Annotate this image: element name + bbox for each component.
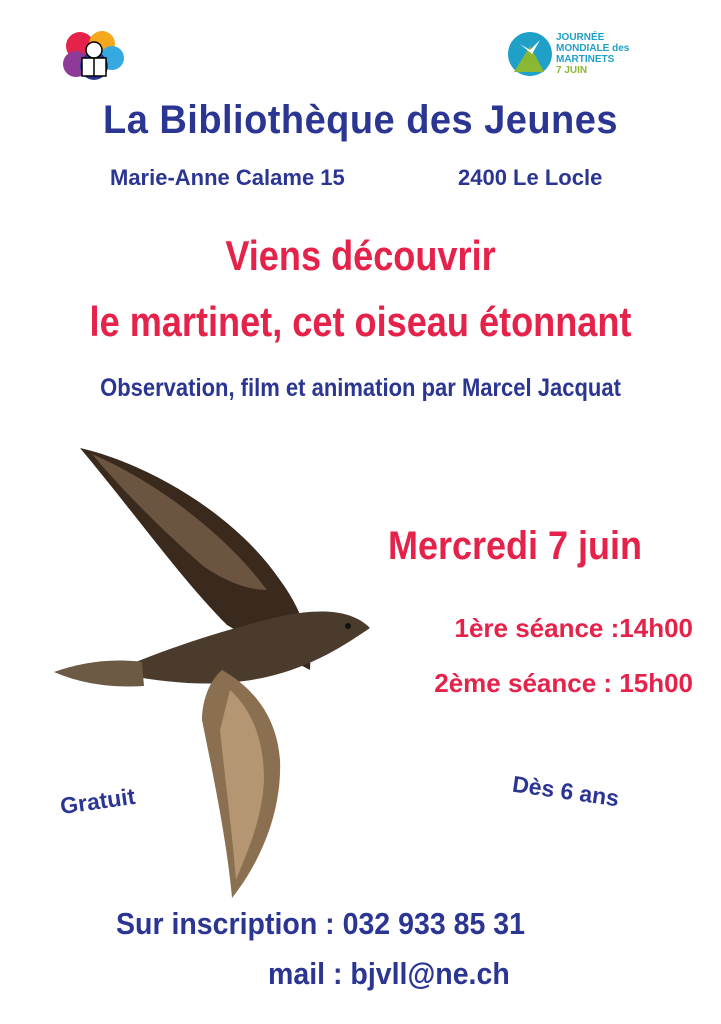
address-street: Marie-Anne Calame 15 [110,165,345,190]
age-label: Dès 6 ans [510,770,621,812]
headline-line-1: Viens découvrir [225,232,496,279]
contact-mail: mail : bjvll@ne.ch [268,956,510,991]
headline-line-2: le martinet, cet oiseau étonnant [89,298,632,345]
page-title: La Bibliothèque des Jeunes [103,98,618,142]
logo-line-4: 7 JUIN [556,65,588,76]
library-logo-icon [62,28,126,84]
logo-line-1: JOURNÉE [556,32,605,43]
registration-phone: Sur inscription : 032 933 85 31 [116,906,525,941]
swift-day-logo-text [556,32,629,76]
event-date: Mercredi 7 juin [387,524,643,568]
logo-line-2: MONDIALE des [556,43,630,54]
price-label: Gratuit [58,782,137,820]
session-1: 1ère séance :14h00 [454,613,693,643]
session-2: 2ème séance : 15h00 [434,668,693,698]
address-city: 2400 Le Locle [458,165,603,190]
event-subline: Observation, film et animation par Marcel Jacquat [100,374,621,402]
swift-bird-illustration [52,440,382,900]
logo-line-3: MARTINETS [556,54,615,65]
